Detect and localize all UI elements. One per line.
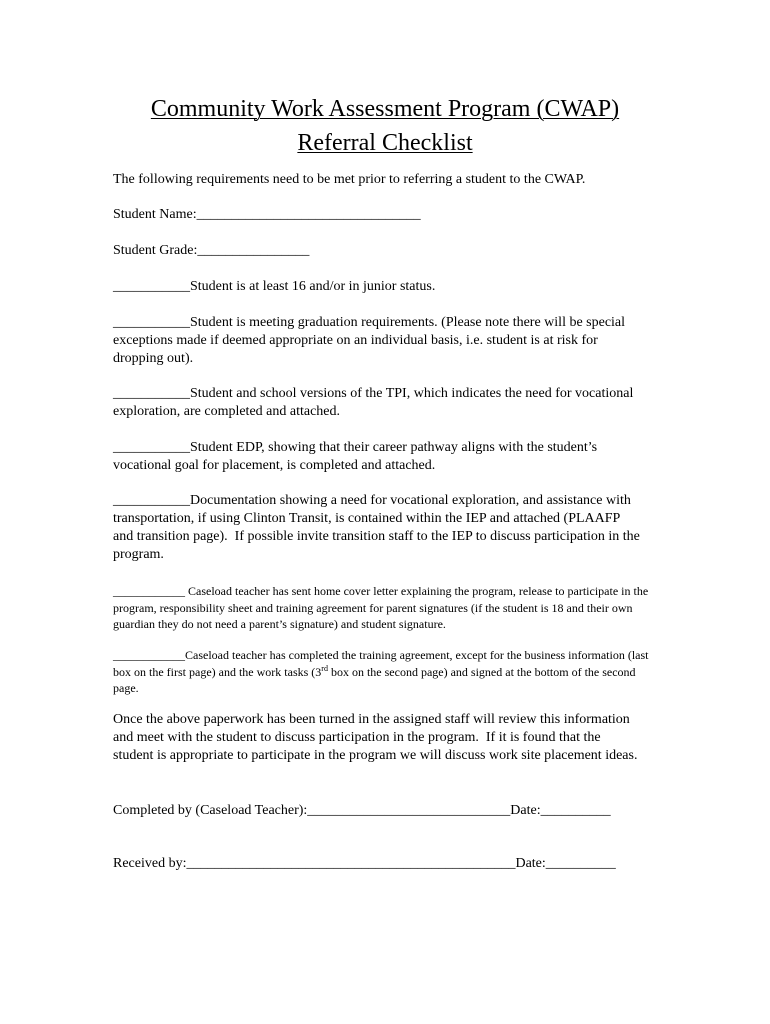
review-paragraph: Once the above paperwork has been turned in the assigned staff will review this information and meet with the student to discuss participation in the program. If it is found that the student is appropriate to participate in the program we will discuss work site placement ideas. [113, 712, 638, 763]
student-grade-field: Student Grade:________________ [113, 243, 310, 258]
training-text-post: box on the second page) and signed at the bottom of the second page. [113, 664, 639, 696]
training-superscript: rd [321, 663, 328, 673]
requirement-edp: ___________Student EDP, showing that their career pathway aligns with the student’s vocational goal for placement, is completed and attached. [113, 440, 601, 473]
completed-by-line: Completed by (Caseload Teacher):_____________________________Date:__________ [113, 803, 611, 818]
requirement-documentation: ___________Documentation showing a need for vocational exploration, and assistance with transportation, if using Clinton Transit, is contained within the IEP and attached (PLAAFP and transition page). If possible invite transition staff to the IEP to discuss participation in the program. [113, 493, 644, 562]
title-line-2: Referral Checklist [297, 130, 473, 156]
title-line-1: Community Work Assessment Program (CWAP) [150, 96, 620, 122]
requirement-tpi: ___________Student and school versions of the TPI, which indicates the need for vocational exploration, are completed and attached. [113, 386, 637, 419]
requirement-caseload-letter: ____________ Caseload teacher has sent home cover letter explaining the program, release to participate in the program, responsibility sheet and training agreement for parent signatures (if the student is 18 and their own guardian they do not need a parent’s signature) and student signature. [113, 584, 652, 632]
intro-text: The following requirements need to be met prior to referring a student to the CWAP. [113, 172, 586, 187]
received-by-line: Received by:_______________________________________________Date:__________ [113, 856, 616, 871]
document-title [0, 92, 770, 160]
requirement-training-agreement [113, 647, 661, 697]
student-name-field: Student Name:________________________________ [113, 207, 421, 222]
requirement-graduation: ___________Student is meeting graduation requirements. (Please note there will be special exceptions made if deemed appropriate on an individual basis, i.e. student is at risk for dropping out). [113, 315, 629, 366]
requirement-age: ___________Student is at least 16 and/or in junior status. [113, 279, 436, 294]
training-text-pre: ____________Caseload teacher has completed the training agreement, except for the business information (last box on the first page) and the work tasks (3 [113, 648, 652, 679]
